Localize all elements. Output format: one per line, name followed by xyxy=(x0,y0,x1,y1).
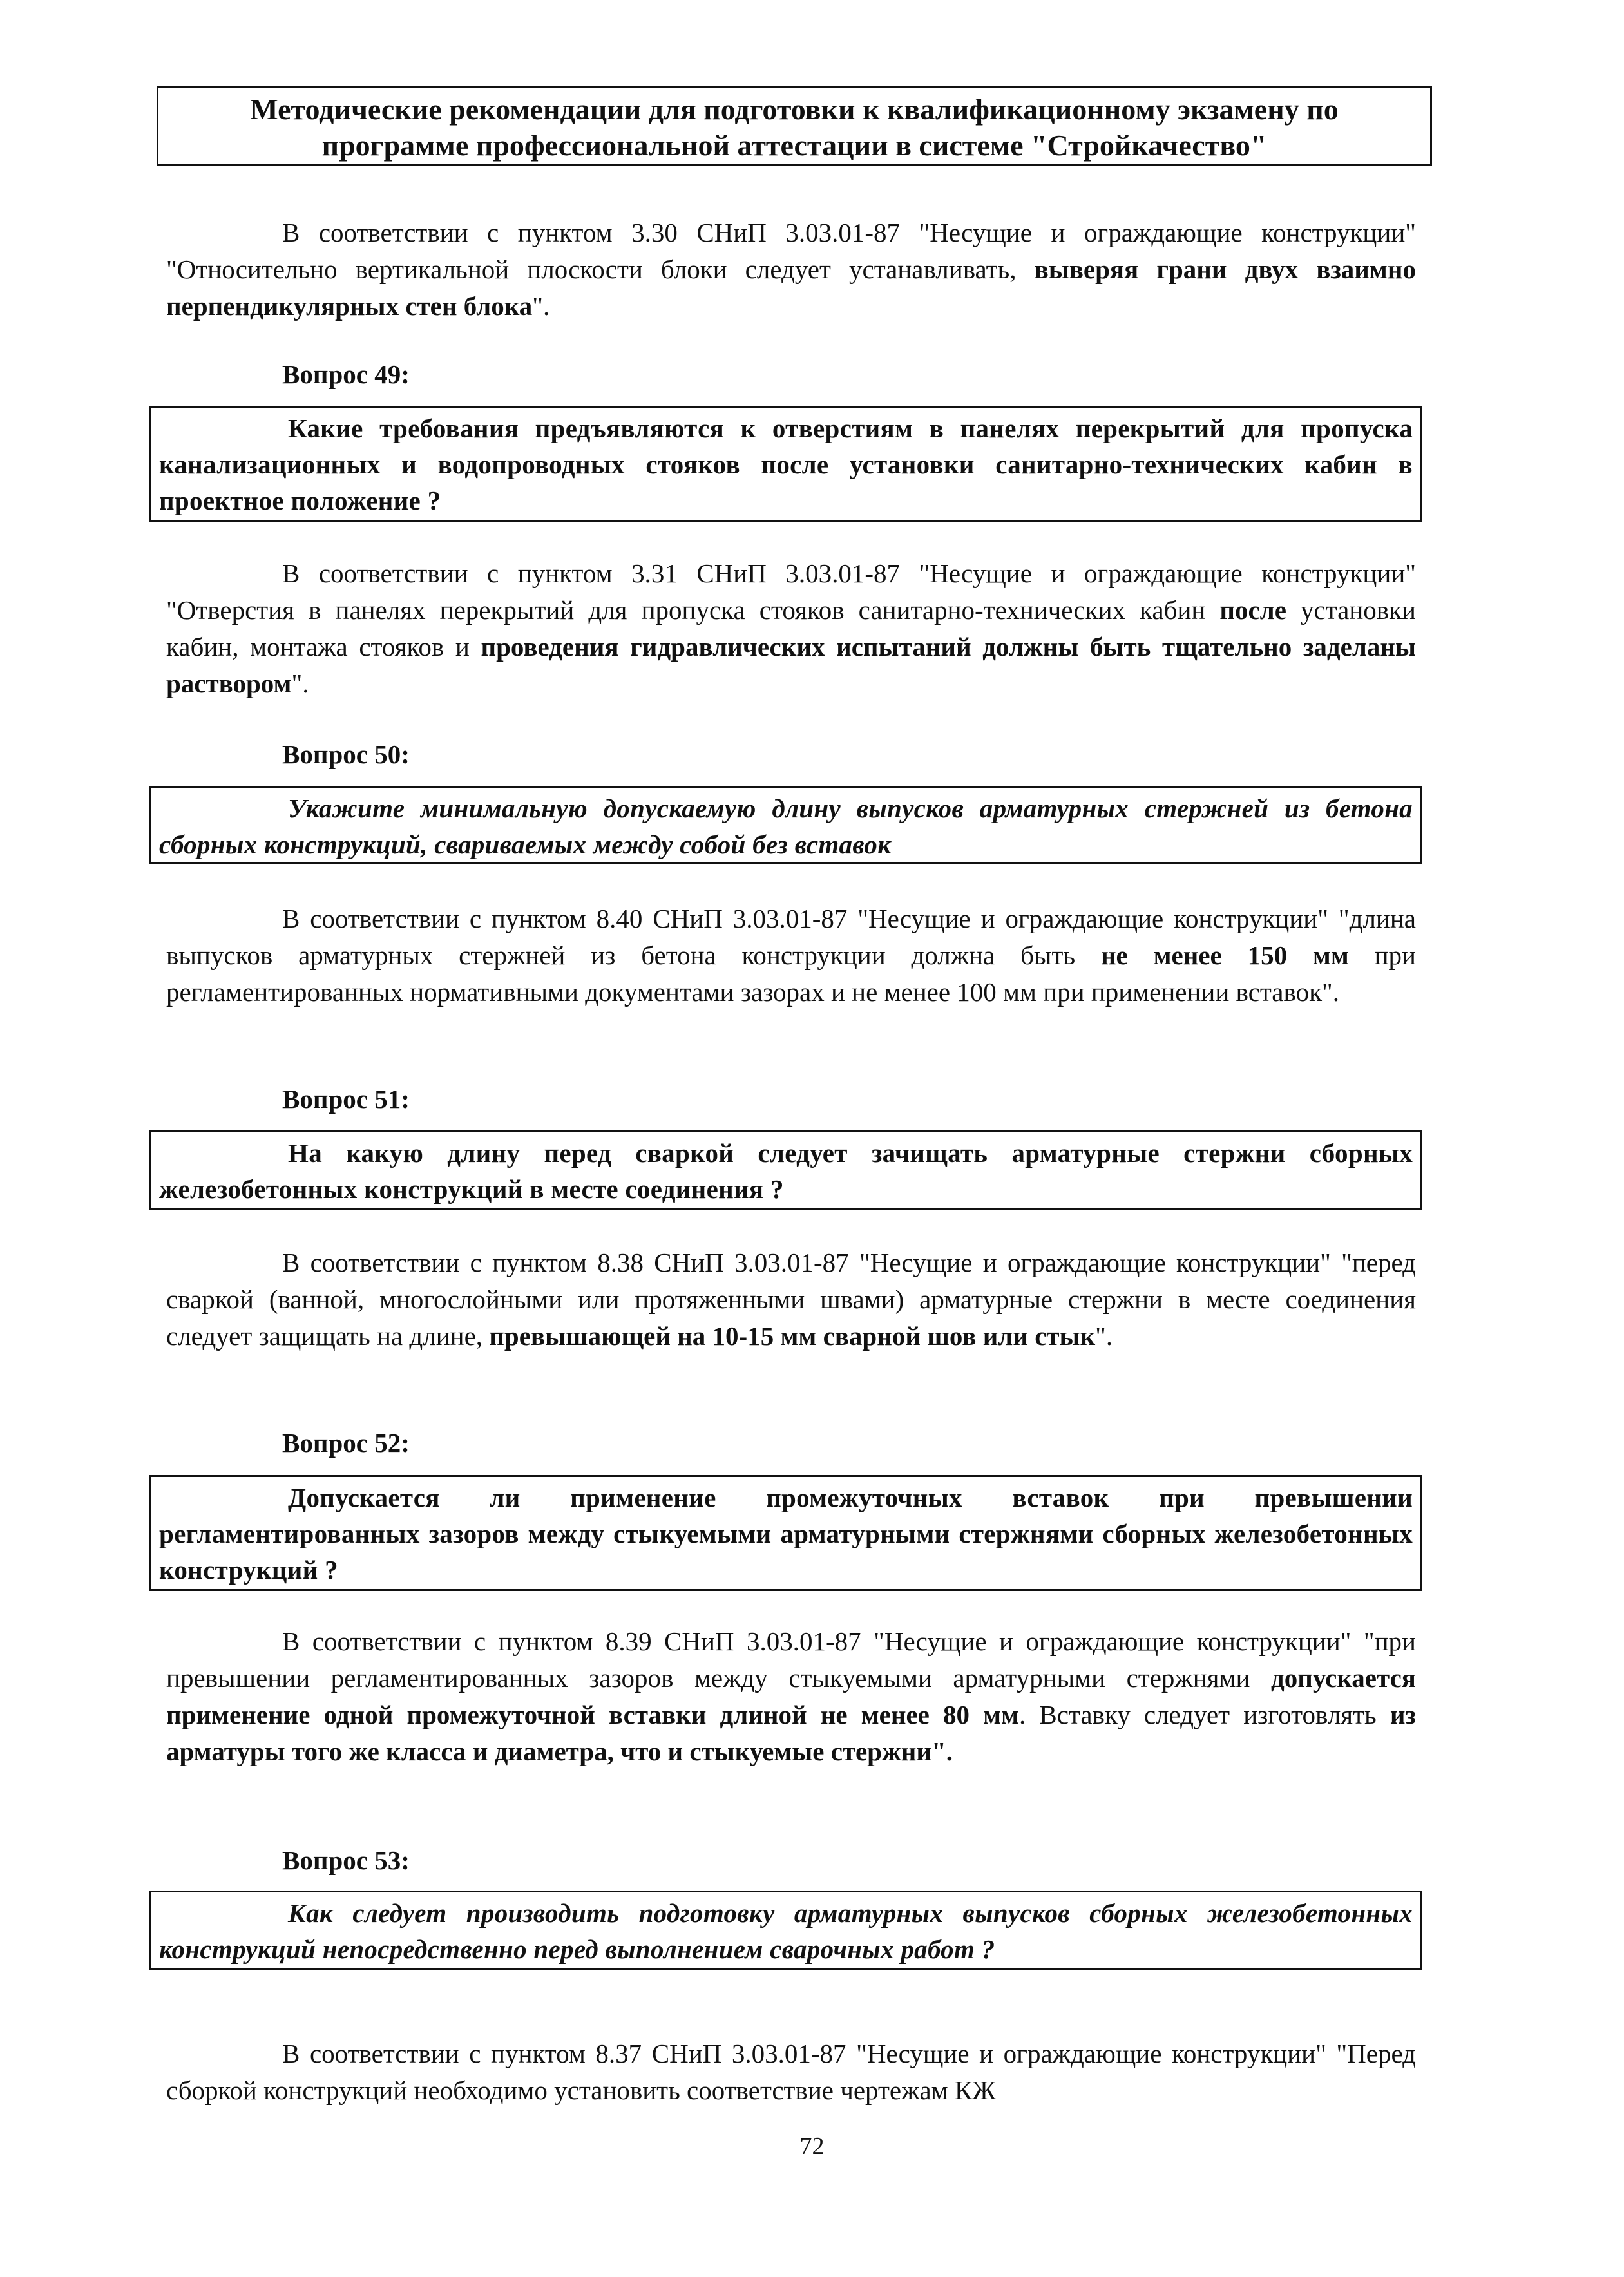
answer-49-paragraph xyxy=(166,555,1416,702)
answer-51-bold: превышающей на 10-15 мм сварной шов или стык xyxy=(489,1321,1096,1351)
question-52-box xyxy=(149,1475,1422,1591)
answer-51-end: ". xyxy=(1095,1321,1113,1351)
question-52-text: Допускается ли применение промежуточных вставок при превышении регламентированных зазоров между стыкуемыми арматурными стержнями сборных железобетонных конструкций ? xyxy=(159,1483,1413,1585)
answer-53-paragraph xyxy=(166,2035,1416,2109)
question-49-label: Вопрос 49: xyxy=(282,359,410,389)
question-51-text: На какую длину перед сваркой следует зачищать арматурные стержни сборных железобетонных конструкций в месте соединения ? xyxy=(159,1138,1413,1204)
page-number: 72 xyxy=(799,2133,825,2160)
answer-52-bold-1: допускается применение одной промежуточной вставки длиной не менее 80 мм xyxy=(166,1663,1416,1729)
question-50-label: Вопрос 50: xyxy=(282,739,410,769)
answer-49-text: В соответствии с пунктом 3.31 СНиП 3.03.01-87 "Несущие и ограждающие конструкции" "Отверстия в панелях перекрытий для пропуска стояков санитарно-технических кабин xyxy=(166,558,1416,625)
question-49-box xyxy=(149,406,1422,522)
answer-48-text: В соответствии с пунктом 3.30 СНиП 3.03.01-87 "Несущие и ограждающие конструкции" "Относительно вертикальной плоскости блоки следует устанавливать, xyxy=(166,218,1416,284)
question-50-box xyxy=(149,786,1422,864)
answer-48-end: ". xyxy=(532,291,550,321)
answer-52-text-2: . Вставку следует изготовлять xyxy=(1018,1700,1390,1729)
answer-51-text: В соответствии с пунктом 8.38 СНиП 3.03.01-87 "Несущие и ограждающие конструкции" "перед сваркой (ванной, многослойными или протяженными швами) арматурные стержни в месте соединения следует защищать на длине, xyxy=(166,1248,1416,1351)
question-51-label: Вопрос 51: xyxy=(282,1084,410,1114)
answer-50-paragraph xyxy=(166,900,1416,1011)
answer-49-text-2: установки кабин, монтажа стояков и xyxy=(166,595,1416,662)
answer-48-paragraph xyxy=(166,214,1416,325)
answer-50-text-2: при регламентированных нормативными документами зазорах и не менее 100 мм при применении вставок". xyxy=(166,940,1416,1007)
answer-49-end: ". xyxy=(291,669,309,698)
question-51-box xyxy=(149,1130,1422,1210)
answer-52-paragraph xyxy=(166,1623,1416,1770)
answer-53-text: В соответствии с пунктом 8.37 СНиП 3.03.01-87 "Несущие и ограждающие конструкции" "Перед сборкой конструкций необходимо установить соответствие чертежам КЖ xyxy=(166,2039,1416,2105)
answer-50-text: В соответствии с пунктом 8.40 СНиП 3.03.01-87 "Несущие и ограждающие конструкции" "длина выпусков арматурных стержней из бетона конструкции должна быть xyxy=(166,904,1416,970)
question-49-text: Какие требования предъявляются к отверстиям в панелях перекрытий для пропуска канализационных и водопроводных стояков после установки санитарно-технических кабин в проектное положение ? xyxy=(159,414,1413,515)
header-line-1: Методические рекомендации для подготовки к квалификационному экзамену по xyxy=(250,93,1339,126)
question-52-label: Вопрос 52: xyxy=(282,1428,410,1458)
answer-52-bold-2: из арматуры того же класса и диаметра, что и стыкуемые стержни". xyxy=(166,1700,1416,1766)
answer-48-bold: выверяя грани двух взаимно перпендикулярных стен блока xyxy=(166,254,1416,321)
question-53-label: Вопрос 53: xyxy=(282,1845,410,1875)
answer-50-bold: не менее 150 мм xyxy=(1100,940,1349,970)
document-header xyxy=(157,86,1432,166)
question-53-text: Как следует производить подготовку арматурных выпусков сборных железобетонных конструкций непосредственно перед выполнением сварочных работ ? xyxy=(159,1898,1413,1964)
question-50-text: Укажите минимальную допускаемую длину выпусков арматурных стержней из бетона сборных конструкций, свариваемых между собой без вставок xyxy=(159,794,1413,859)
question-53-box xyxy=(149,1891,1422,1970)
header-line-2: программе профессиональной аттестации в системе "Стройкачество" xyxy=(321,129,1267,162)
answer-51-paragraph xyxy=(166,1244,1416,1355)
answer-49-bold-1: после xyxy=(1219,595,1286,625)
answer-52-text: В соответствии с пунктом 8.39 СНиП 3.03.01-87 "Несущие и ограждающие конструкции" "при превышении регламентированных зазоров между стыкуемыми арматурными стержнями xyxy=(166,1626,1416,1693)
answer-49-bold-2: проведения гидравлических испытаний должны быть тщательно заделаны раствором xyxy=(166,632,1417,698)
